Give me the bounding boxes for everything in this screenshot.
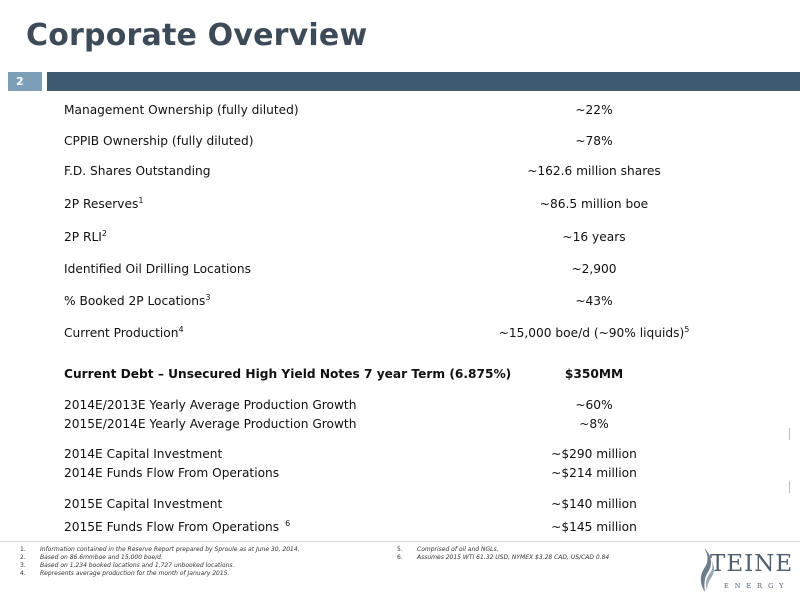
row-label: 2015E Funds Flow From Operations $^6$ [64, 518, 291, 534]
row-value: ~$145 million [551, 520, 637, 534]
row-label: 2014E Capital Investment [64, 447, 223, 461]
footnotes-left [20, 546, 300, 578]
header-bar [0, 72, 800, 91]
title-rule-bar [47, 72, 800, 91]
overview-row [64, 326, 740, 344]
footnote-ref: 5 [684, 324, 690, 334]
row-value: ~60% [575, 398, 613, 412]
row-value: ~$214 million [551, 466, 637, 480]
row-label: % Booked 2P Locations$^3$ [64, 292, 211, 308]
page-title: Corporate Overview [26, 18, 368, 53]
row-label: Current Production$^4$ [64, 324, 184, 340]
row-label: Management Ownership (fully diluted) [64, 103, 299, 117]
row-label: Current Debt – Unsecured High Yield Notes 7 year Term (6.875%) [64, 367, 512, 381]
logo-wordmark: TEINE [710, 551, 794, 577]
footnote-ref: 6 [285, 518, 291, 528]
footnote-6: 6. Assumes 2015 WTI 61.32 USD, NYMEX $3.28 CAD, US/CAD 0.84 [397, 554, 610, 561]
footnote-2: 2. Based on 86.6mmboe and 15,000 boe/d. [20, 554, 163, 561]
row-label: F.D. Shares Outstanding [64, 164, 211, 178]
overview-row [64, 466, 740, 484]
footnote-4: 4. Represents average production for the month of January 2015. [20, 570, 230, 577]
row-label: 2015E/2014E Yearly Average Production Growth [64, 417, 357, 431]
row-value: ~2,900 [571, 262, 617, 276]
row-label: 2P RLI$^2$ [64, 228, 107, 244]
overview-row [64, 417, 740, 435]
logo-subtitle: ENERGY [724, 582, 790, 590]
overview-row [64, 398, 740, 416]
row-value: ~86.5 million boe [539, 197, 649, 211]
overview-row [64, 367, 740, 385]
overview-row [64, 197, 740, 215]
footnote-ref: 4 [178, 324, 184, 334]
row-value: $350MM [564, 367, 624, 381]
page-number: 2 [8, 72, 42, 91]
overview-row [64, 164, 740, 182]
row-value: ~$140 million [551, 497, 637, 511]
overview-row [64, 230, 740, 248]
overview-row [64, 262, 740, 280]
footnote-ref: 3 [205, 292, 211, 302]
row-value: ~16 years [562, 230, 626, 244]
footer-divider [0, 541, 800, 542]
row-label: Identified Oil Drilling Locations [64, 262, 251, 276]
row-value: ~162.6 million shares [527, 164, 661, 178]
row-value: ~15,000 boe/d (~90% liquids)$^5$ [498, 324, 690, 340]
overview-row [64, 294, 740, 312]
footnote-5: 5. Comprised of oil and NGLs. [397, 546, 499, 553]
footnote-ref: 2 [101, 228, 107, 238]
footnote-ref: 1 [138, 195, 144, 205]
footnote-1: 1. Information contained in the Reserve Report prepared by Sproule as at June 30, 2014. [20, 546, 300, 553]
edge-marker [789, 428, 790, 440]
row-value: ~22% [575, 103, 613, 117]
row-value: ~8% [579, 417, 609, 431]
row-label: 2015E Capital Investment [64, 497, 223, 511]
footnote-3: 3. Based on 1,234 booked locations and 1,727 unbooked locations. [20, 562, 235, 569]
row-value: ~$290 million [551, 447, 637, 461]
row-value: ~78% [575, 134, 613, 148]
row-label: CPPIB Ownership (fully diluted) [64, 134, 254, 148]
row-label: 2014E/2013E Yearly Average Production Growth [64, 398, 357, 412]
row-label: 2P Reserves$^1$ [64, 195, 144, 211]
overview-row [64, 497, 740, 515]
overview-row [64, 134, 740, 152]
row-label: 2014E Funds Flow From Operations [64, 466, 280, 480]
footnotes-right [397, 546, 609, 562]
row-value: ~43% [575, 294, 613, 308]
overview-row [64, 103, 740, 121]
overview-row [64, 520, 740, 538]
company-logo [696, 547, 792, 595]
overview-row [64, 447, 740, 465]
edge-marker [789, 481, 790, 493]
